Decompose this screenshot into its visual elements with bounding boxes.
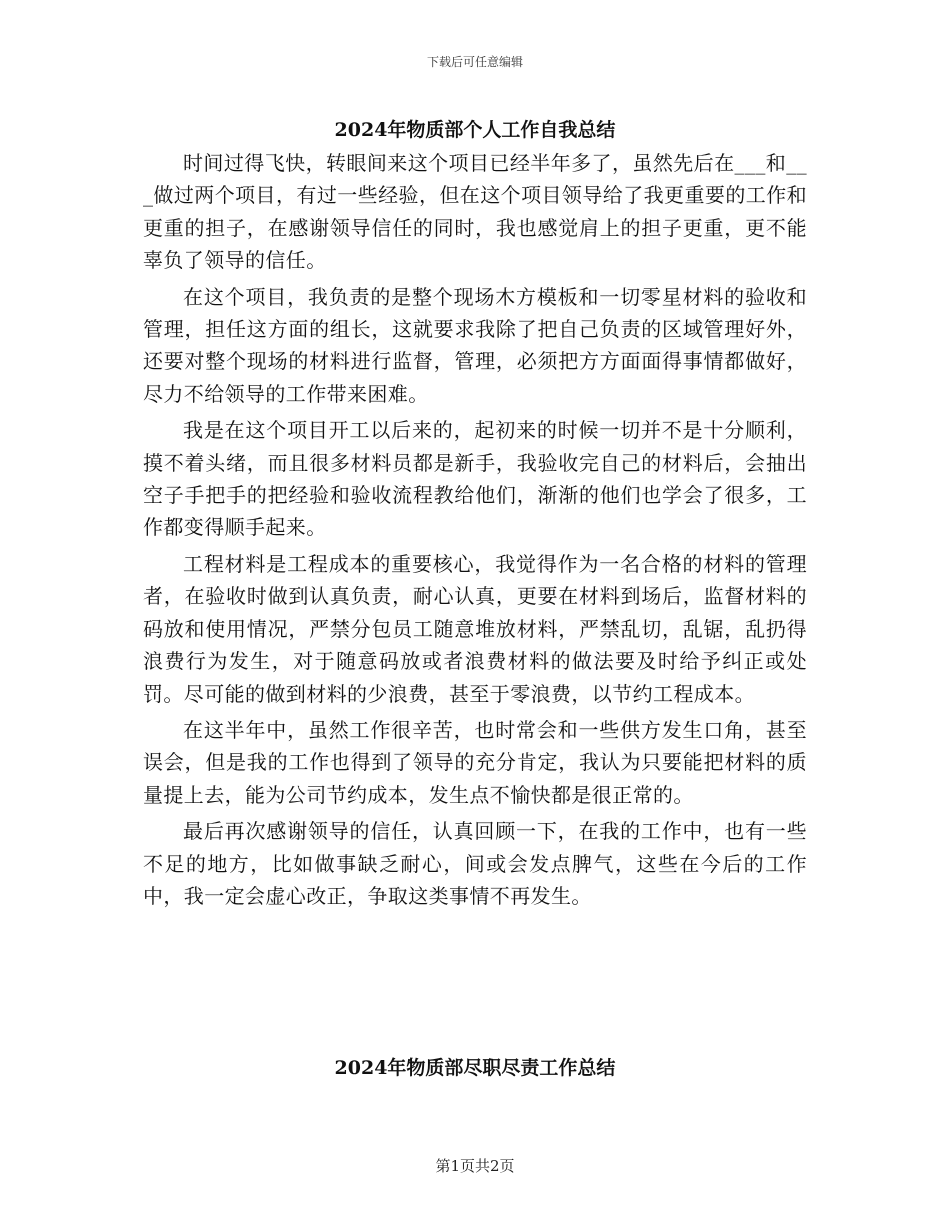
paragraph-4: 工程材料是工程成本的重要核心，我觉得作为一名合格的材料的管理者，在验收时做到认真负责，耐心认真，更要在材料到场后，监督材料的码放和使用情况，严禁分包员工随意堆放材料，严禁乱切，乱锯，乱扔得浪费行为发生，对于随意码放或者浪费材料的做法要及时给予纠正或处罚。尽可能的做到材料的少浪费，甚至于零浪费，以节约工程成本。 xyxy=(143,551,807,706)
paragraph-6: 最后再次感谢领导的信任，认真回顾一下，在我的工作中，也有一些不足的地方，比如做事缺乏耐心，间或会发点脾气，这些在今后的工作中，我一定会虚心改正，争取这类事情不再发生。 xyxy=(143,819,807,908)
paragraph-2: 在这个项目，我负责的是整个现场木方模板和一切零星材料的验收和管理，担任这方面的组长，这就要求我除了把自己负责的区域管理好外，还要对整个现场的材料进行监督，管理，必须把方方面面得事情都做好，尽力不给领导的工作带来困难。 xyxy=(143,284,807,406)
document-body xyxy=(143,147,807,916)
document-title: 2024年物质部个人工作自我总结 xyxy=(334,119,616,141)
paragraph-5: 在这半年中，虽然工作很辛苦，也时常会和一些供方发生口角，甚至误会，但是我的工作也得到了领导的充分肯定，我认为只要能把材料的质量提上去，能为公司节约成本，发生点不愉快都是很正常的。 xyxy=(143,717,807,807)
paragraph-1: 时间过得飞快，转眼间来这个项目已经半年多了，虽然先后在___和___做过两个项目，有过一些经验，但在这个项目领导给了我更重要的工作和更重的担子，在感谢领导信任的同时，我也感觉肩上的担子更重，更不能辜负了领导的信任。 xyxy=(143,151,807,273)
next-section-title: 2024年物质部尽职尽责工作总结 xyxy=(334,1057,616,1079)
header-note: 下载后可任意编辑 xyxy=(426,55,523,69)
paragraph-3: 我是在这个项目开工以后来的，起初来的时候一切并不是十分顺利，摸不着头绪，而且很多材料员都是新手，我验收完自己的材料后，会抽出空子手把手的把经验和验收流程教给他们，渐渐的他们也学会了很多，工作都变得顺手起来。 xyxy=(143,418,807,540)
page-number: 第1页共2页 xyxy=(435,1157,515,1175)
